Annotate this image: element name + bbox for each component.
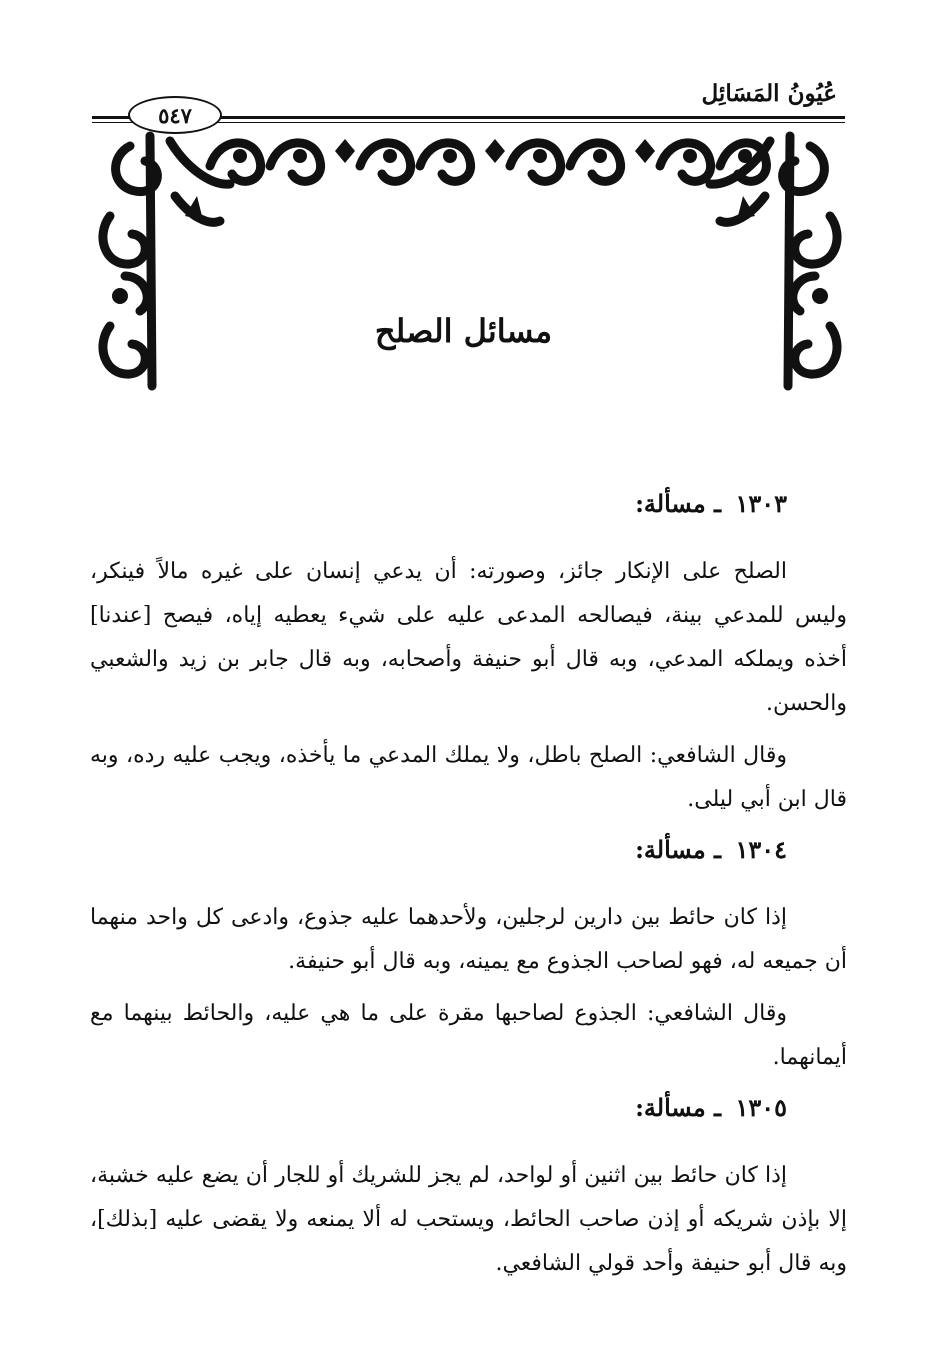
- paragraph: الصلح على الإنكار جائز، وصورته: أن يدعي إنسان على غيره مالاً فينكر، وليس للمدعي بينة، فيصالحه المدعى عليه على شيء يعطيه إياه، فيصح [عندنا] أخذه ويملكه المدعي، وبه قال أبو حنيفة وأصحابه، وبه قال جابر بن زيد والشعبي والحسن.: [90, 559, 847, 716]
- section-heading: [90, 830, 787, 870]
- section-number: ١٣٠٣: [735, 489, 787, 518]
- paragraph: وقال الشافعي: الجذوع لصاحبها مقرة على ما هي عليه، والحائط بينهما مع أيمانهما.: [90, 1001, 847, 1070]
- section-dash: ـ: [714, 1093, 722, 1122]
- page-content: [90, 484, 847, 1294]
- section-label: مسألة:: [635, 1093, 706, 1122]
- section-label: مسألة:: [635, 489, 706, 518]
- section-number: ١٣٠٤: [735, 835, 787, 864]
- ornamental-frame-icon: [90, 126, 850, 416]
- page-number: ٥٤٧: [158, 102, 192, 128]
- section-heading: [90, 484, 787, 524]
- section-heading: [90, 1088, 787, 1128]
- paragraph: إذا كان حائط بين دارين لرجلين، ولأحدهما عليه جذوع، وادعى كل واحد منهما أن جميعه له، فهو لصاحب الجذوع مع يمينه، وبه قال أبو حنيفة.: [90, 905, 847, 974]
- running-title: عُيُونُ المَسَائِل: [701, 80, 837, 107]
- section-dash: ـ: [714, 489, 722, 518]
- chapter-title: مسائل الصلح: [374, 312, 553, 350]
- section-number: ١٣٠٥: [735, 1093, 787, 1122]
- paragraph: وقال الشافعي: الصلح باطل، ولا يملك المدعي ما يأخذه، ويجب عليه رده، وبه قال ابن أبي ليلى.: [90, 743, 847, 812]
- section-dash: ـ: [714, 835, 722, 864]
- paragraph: إذا كان حائط بين اثنين أو لواحد، لم يجز للشريك أو للجار أن يضع عليه خشبة، إلا بإذن شريكه أو إذن صاحب الحائط، ويستحب له ألا يمنعه ولا يقضى عليه [بذلك]، وبه قال أبو حنيفة وأحد قولي الشافعي.: [90, 1163, 847, 1276]
- section-label: مسألة:: [635, 835, 706, 864]
